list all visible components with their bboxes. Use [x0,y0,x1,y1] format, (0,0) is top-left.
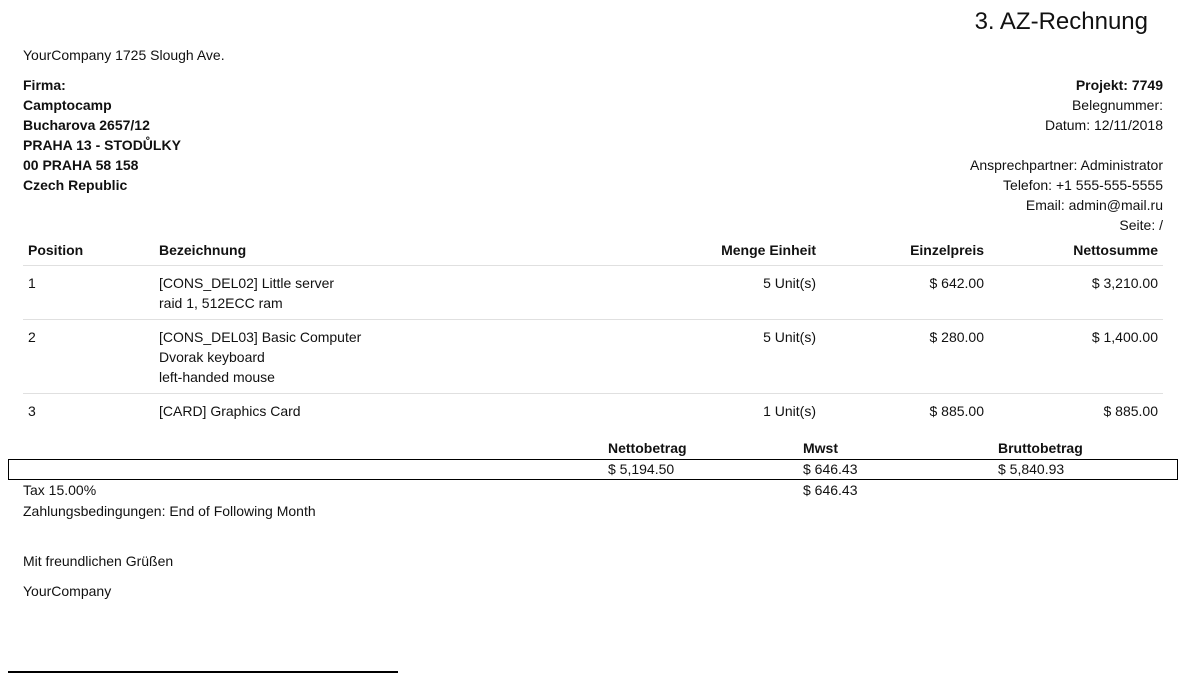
row-description [154,266,584,320]
row-description-line: left-handed mouse [159,369,275,385]
customer-label: Firma: [23,77,66,93]
gross-amount-label: Bruttobetrag [998,440,1083,456]
table-row [23,320,1163,394]
table-header-row [23,236,1163,266]
row-unit-price: $ 280.00 [821,320,989,394]
contact-email: Email: admin@mail.ru [1025,197,1163,213]
row-description-line: [CARD] Graphics Card [159,403,301,419]
header-net-total: Nettosumme [989,236,1163,266]
row-quantity: 1 Unit(s) [763,403,816,419]
row-description-line: Dvorak keyboard [159,349,265,365]
row-net-total: $ 1,400.00 [989,320,1163,394]
project-number: Projekt: 7749 [1075,77,1163,93]
tax-rate-value: $ 646.43 [803,482,858,498]
vat-value: $ 646.43 [803,461,858,477]
page-number: Seite: / [1119,217,1163,233]
row-position: 1 [23,266,154,320]
row-position: 3 [28,403,36,419]
row-unit-price: $ 885.00 [929,403,984,419]
invoice-lines-table [23,236,1163,427]
row-position: 2 [23,320,154,394]
row-unit-price: $ 642.00 [821,266,989,320]
row-description-line: [CONS_DEL03] Basic Computer [159,329,362,345]
signature-company: YourCompany [23,583,112,599]
contact-phone: Telefon: +1 555-555-5555 [1003,177,1163,193]
row-net-total: $ 885.00 [1103,403,1158,419]
row-description [154,320,584,394]
header-position: Position [23,236,154,266]
vat-label: Mwst [803,440,838,456]
table-row [23,266,1163,320]
net-amount-value: $ 5,194.50 [608,461,675,477]
header-description: Bezeichnung [154,236,584,266]
signature-line [8,671,398,673]
tax-rate-label: Tax 15.00% [23,482,97,498]
header-unit-price: Einzelpreis [821,236,989,266]
customer-country: Czech Republic [23,177,128,193]
table-row [23,394,1163,428]
closing-greeting: Mit freundlichen Grüßen [23,553,174,569]
customer-street: Bucharova 2657/12 [23,117,150,133]
receipt-number: Belegnummer: [1071,97,1163,113]
customer-zip: 00 PRAHA 58 158 [23,157,139,173]
company-address-line: YourCompany 1725 Slough Ave. [23,47,225,63]
document-title: 3. AZ-Rechnung [974,8,1148,35]
customer-city: PRAHA 13 - STODŮLKY [23,137,181,153]
row-description-line: [CONS_DEL02] Little server [159,275,335,291]
net-amount-label: Nettobetrag [608,440,687,456]
row-net-total: $ 3,210.00 [989,266,1163,320]
row-description [154,394,584,428]
document-date: Datum: 12/11/2018 [1044,117,1163,133]
row-quantity: 5 Unit(s) [584,266,821,320]
header-quantity: Menge Einheit [584,236,821,266]
row-description-line: raid 1, 512ECC ram [159,295,283,311]
payment-terms: Zahlungsbedingungen: End of Following Month [23,503,316,519]
gross-amount-value: $ 5,840.93 [998,461,1065,477]
row-quantity: 5 Unit(s) [584,320,821,394]
contact-person: Ansprechpartner: Administrator [970,157,1163,173]
customer-name: Camptocamp [23,97,112,113]
